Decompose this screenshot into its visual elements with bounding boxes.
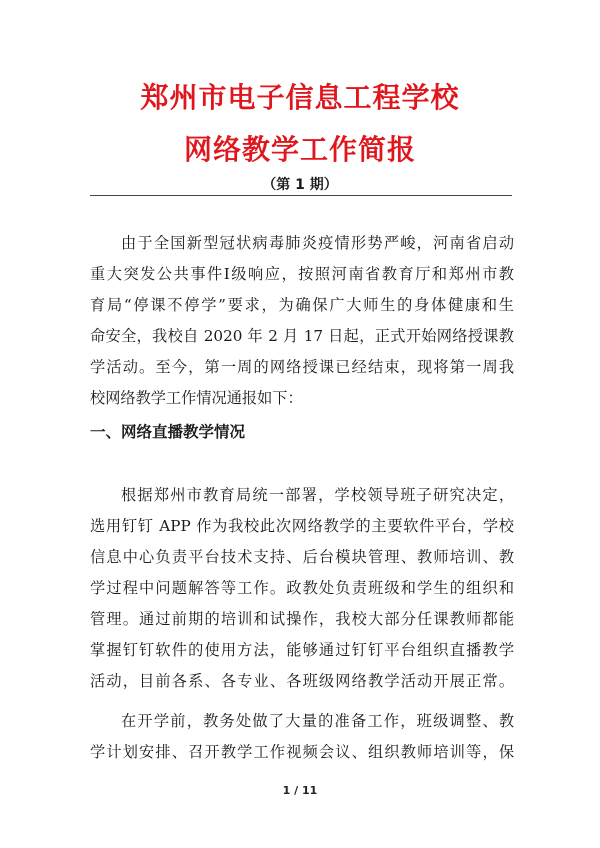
paragraph-line: 学计划安排、召开教学工作视频会议、组织教师培训等，保 [90, 743, 514, 761]
paragraph-line: 命安全，我校自 2020 年 2 月 17 日起，正式开始网络授课教 [90, 327, 514, 345]
header-divider [90, 195, 512, 196]
paragraph-intro [90, 228, 514, 414]
page-number: 1 / 11 [282, 784, 318, 797]
paragraph-live-teaching [90, 480, 514, 697]
paragraph-line: 校网络教学工作情况通报如下： [90, 389, 303, 407]
paragraph-line: 由于全国新型冠状病毒肺炎疫情形势严峻，河南省启动 [121, 234, 514, 252]
paragraph-line: 管理。通过前期的培训和试操作，我校大部分任课教师都能 [90, 610, 514, 628]
paragraph-line: 在开学前，教务处做了大量的准备工作，班级调整、教 [121, 712, 514, 730]
document-title-line1: 郑州市电子信息工程学校 [140, 81, 460, 114]
paragraph-line: 根据郑州市教育局统一部署，学校领导班子研究决定， [121, 486, 514, 504]
section-heading: 一、网络直播教学情况 [90, 423, 246, 441]
paragraph-line: 选用钉钉 APP 作为我校此次网络教学的主要软件平台，学校 [90, 517, 514, 535]
paragraph-preparation [90, 706, 514, 768]
paragraph-line: 活动，目前各系、各专业、各班级网络教学活动开展正常。 [90, 672, 514, 690]
issue-number: （第 1 期） [262, 177, 338, 193]
paragraph-line: 重大突发公共事件Ⅰ级响应，按照河南省教育厅和郑州市教 [90, 265, 514, 283]
paragraph-line: 掌握钉钉软件的使用方法，能够通过钉钉平台组织直播教学 [90, 641, 514, 659]
paragraph-line: 学活动。至今，第一周的网络授课已经结束，现将第一周我 [90, 358, 514, 376]
paragraph-line: 育局“停课不停学”要求，为确保广大师生的身体健康和生 [90, 296, 514, 314]
paragraph-line: 信息中心负责平台技术支持、后台模块管理、教师培训、教 [90, 548, 514, 566]
document-title-line2: 网络教学工作简报 [183, 133, 416, 166]
paragraph-line: 学过程中问题解答等工作。政教处负责班级和学生的组织和 [90, 579, 514, 597]
